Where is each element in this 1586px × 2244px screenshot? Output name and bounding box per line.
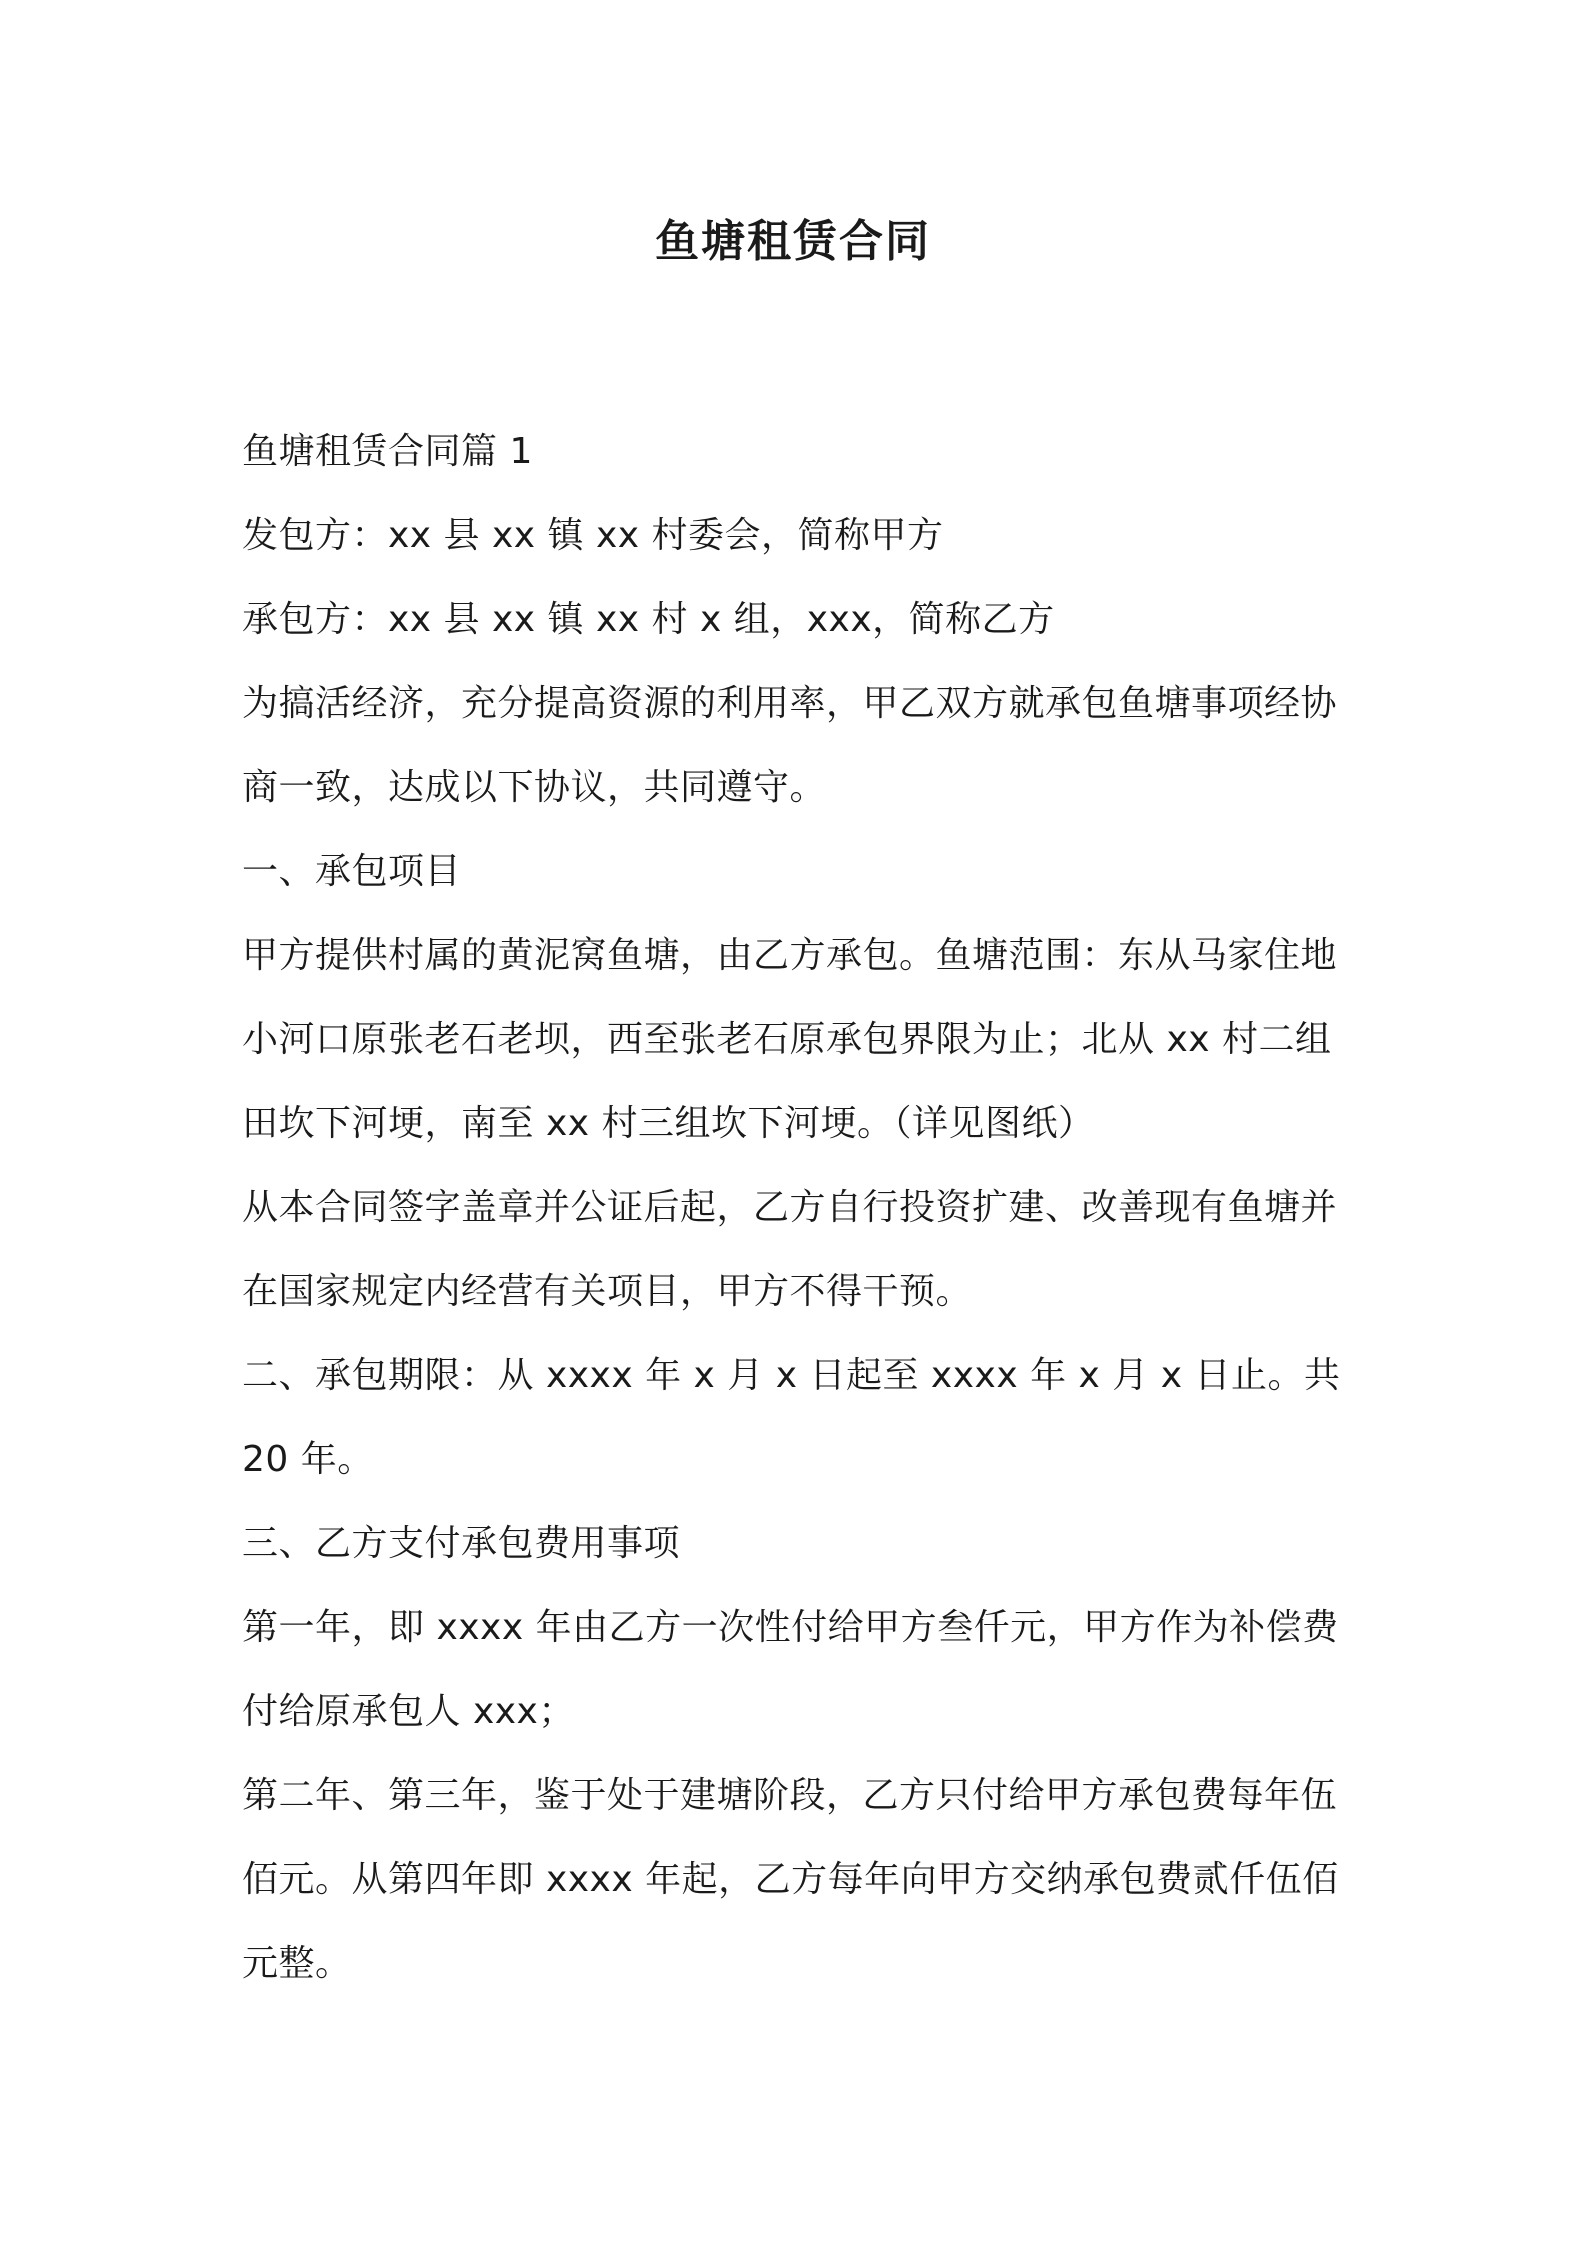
- clause-heading-3: 三、乙方支付承包费用事项: [242, 1523, 681, 1564]
- clause-term: 二、承包期限：从 xxxx 年 x 月 x 日起至 xxxx 年 x 月 x 日止。共 20 年。: [242, 1355, 1341, 1480]
- paragraph-first-year: 第一年，即 xxxx 年由乙方一次性付给甲方叁仟元，甲方作为补偿费付给原承包人 xxx；: [242, 1607, 1339, 1732]
- paragraph-scope: 甲方提供村属的黄泥窝鱼塘，由乙方承包。鱼塘范围：东从马家住地小河口原张老石老坝，西至张老石原承包界限为止；北从 xx 村二组田坎下河埂，南至 xx 村三组坎下河埂。（详见图纸）: [242, 935, 1338, 1144]
- paragraph-rights: 从本合同签字盖章并公证后起，乙方自行投资扩建、改善现有鱼塘并在国家规定内经营有关项目，甲方不得干预。: [242, 1187, 1338, 1312]
- section-heading: 鱼塘租赁合同篇 1: [242, 431, 533, 472]
- paragraph-party-a: 发包方：xx 县 xx 镇 xx 村委会，简称甲方: [242, 515, 944, 556]
- paragraph-preamble: 为搞活经济，充分提高资源的利用率，甲乙双方就承包鱼塘事项经协商一致，达成以下协议，共同遵守。: [242, 683, 1338, 808]
- paragraph-later-years: 第二年、第三年，鉴于处于建塘阶段，乙方只付给甲方承包费每年伍佰元。从第四年即 xxxx 年起，乙方每年向甲方交纳承包费贰仟伍佰元整。: [242, 1775, 1339, 1984]
- paragraph-party-b: 承包方：xx 县 xx 镇 xx 村 x 组，xxx，简称乙方: [242, 599, 1055, 640]
- document-title: 鱼塘租赁合同: [655, 216, 931, 267]
- clause-heading-1: 一、承包项目: [242, 851, 462, 892]
- document-body: [242, 410, 1352, 2006]
